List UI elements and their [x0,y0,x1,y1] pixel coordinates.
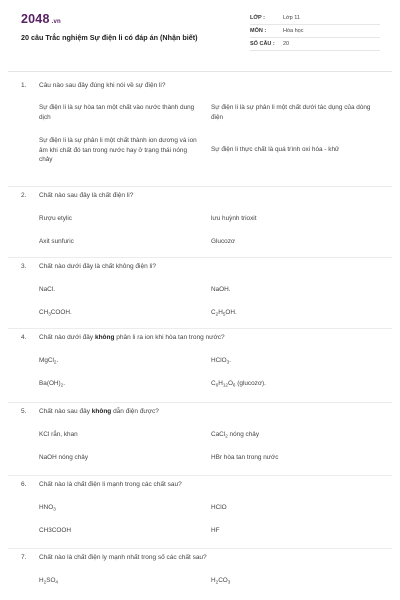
question-3 [0,258,400,328]
meta-row-question-count [250,38,380,51]
meta-value-subject: Hóa học [283,28,304,34]
option-a[interactable]: KCl rắn, khan [39,431,78,438]
meta-value-class: Lớp 11 [283,15,300,21]
option-a[interactable]: $HNO_3$ [39,504,56,512]
question-2 [0,187,400,257]
question-text: Chất nào là chất điện li mạnh trong các chất sau? [39,481,182,488]
page-title: 20 câu Trắc nghiệm Sự điện li có đáp án (Nhận biết) [21,33,198,42]
question-1 [0,79,400,186]
meta-key-subject: MÔN : [250,28,267,34]
question-text: Chất nào sau đây là chất điện li? [39,192,134,199]
meta-info-table [250,12,380,51]
logo-suffix: .vn [51,19,61,25]
question-number: 3. [21,263,27,270]
option-b[interactable]: NaOH. [211,286,231,293]
option-c[interactable]: CH3COOH [39,526,71,534]
option-d[interactable]: HBr hòa tan trong nước [211,453,279,461]
option-b[interactable]: $H_2CO_3$ [211,577,231,585]
option-c[interactable]: $Ba(OH)_2$. [39,379,66,388]
question-text: Câu nào sau đây đúng khi nói về sự điện li? [39,82,166,89]
meta-value-question-count: 20 [283,41,290,47]
question-number: 6. [21,481,27,488]
question-text: Chất nào là chất điện ly mạnh nhất trong số các chất sau? [39,554,207,561]
option-a[interactable]: MgCl$_2$. [39,357,59,365]
option-b[interactable]: CaCl$_2$ nóng chảy [211,431,260,439]
meta-row-subject [250,25,380,38]
question-list [0,79,400,594]
option-a[interactable]: NaCl. [39,286,55,293]
meta-key-class: LỚP : [250,15,265,21]
document-header [0,0,400,66]
header-divider [8,71,392,72]
option-a[interactable]: Rượu etylic [39,215,72,222]
option-d[interactable]: Glucozơ [211,237,236,245]
site-logo[interactable] [21,12,61,26]
option-b[interactable]: Sự điện li là sự phân li một chất dưới tác dụng của dòng điện [211,104,371,121]
meta-row-class [250,12,380,25]
option-c[interactable]: $CH_3COOH$. [39,308,72,317]
question-5 [0,403,400,475]
option-a[interactable]: $H_2SO_4$ [39,577,58,585]
question-number: 5. [21,408,27,415]
option-d[interactable]: $C_2H_5OH$. [211,308,237,317]
question-text: Chất nào dưới đây là chất không điện li? [39,263,157,270]
question-4 [0,329,400,402]
option-d[interactable]: $C_6H_{12}O_6$ (glucozơ). [211,379,266,388]
question-number: 4. [21,334,27,341]
option-c[interactable]: Axit sunfuric [39,237,74,245]
option-d[interactable]: Sự điện li thực chất là quá trình oxi hóa - khử [211,146,340,154]
option-a[interactable]: Sự điện li là sự hòa tan một chất vào nước thành dung dịch [39,104,195,121]
question-text: Chất nào dưới đây không phân li ra ion khi hòa tan trong nước? [39,334,225,341]
option-c[interactable]: Sự điện li là sự phân li một chất thành ion dương và ion âm khi chất đó tan trong nước hay ở trạng thái nóng chảy [39,137,197,164]
option-c[interactable]: NaOH nóng chảy [39,453,89,461]
question-text: Chất nào sau đây không dẫn điện được? [39,408,159,415]
option-b[interactable]: lưu huỳnh trioxit [211,215,257,222]
question-6 [0,476,400,548]
question-number: 7. [21,554,27,561]
option-d[interactable]: HF [211,526,220,534]
question-number: 2. [21,192,27,199]
question-number: 1. [21,82,27,89]
option-b[interactable]: HClO [211,504,227,511]
question-7 [0,549,400,594]
logo-text: 2048 [21,12,50,26]
meta-key-question-count: SỐ CÂU : [250,41,275,47]
option-b[interactable]: HClO$_3$. [211,357,231,365]
